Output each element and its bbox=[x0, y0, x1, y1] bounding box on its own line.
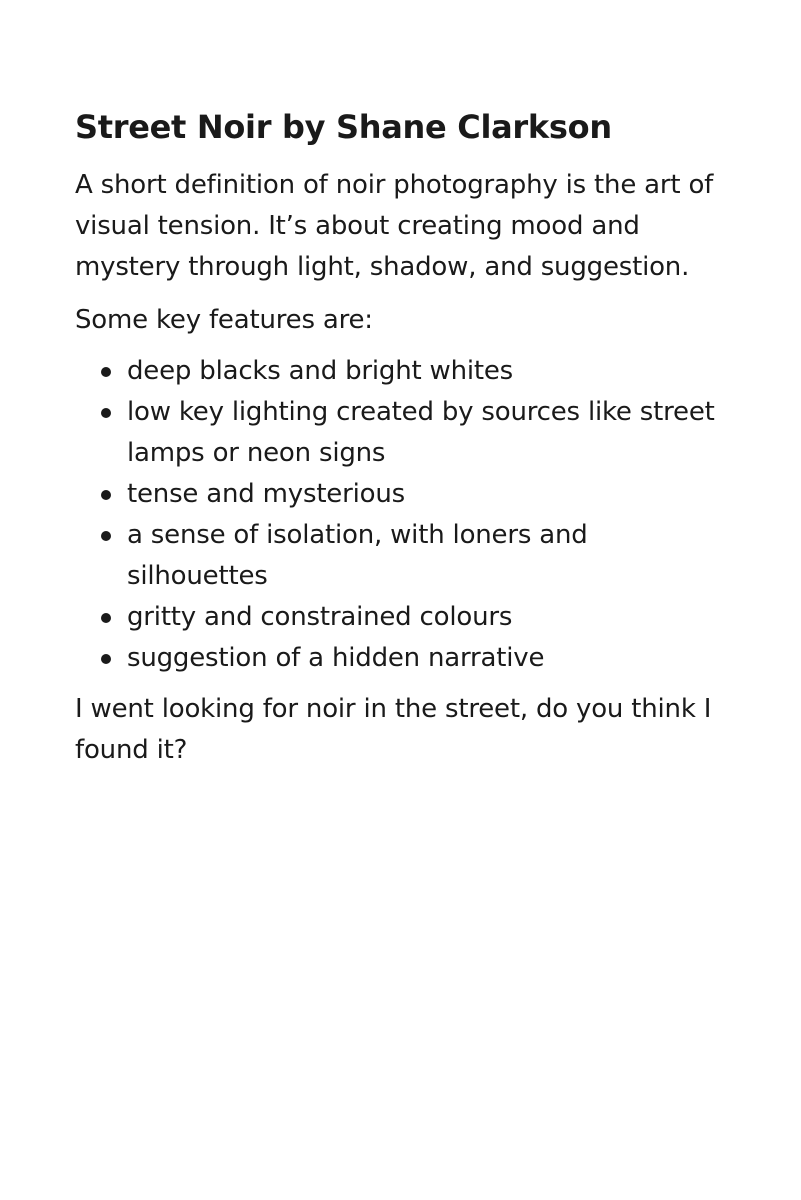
list-item-text: tense and mysterious bbox=[127, 479, 405, 509]
article-title: Street Noir by Shane Clarkson bbox=[75, 108, 612, 146]
list-item bbox=[127, 351, 725, 392]
article bbox=[75, 103, 725, 781]
list-item-text: a sense of isolation, with loners and silhouettes bbox=[127, 520, 588, 591]
list-item-text: suggestion of a hidden narrative bbox=[127, 643, 545, 673]
bullet-icon bbox=[101, 654, 111, 664]
list-item-text: gritty and constrained colours bbox=[127, 602, 513, 632]
list-item bbox=[127, 474, 725, 515]
list-item-text: low key lighting created by sources like street lamps or neon signs bbox=[127, 397, 715, 468]
list-item bbox=[127, 597, 725, 638]
intro-paragraph: A short definition of noir photography is the art of visual tension. It’s about creating mood and mystery through light, shadow, and suggestion. bbox=[75, 170, 714, 282]
bullet-icon bbox=[101, 531, 111, 541]
list-item-text: deep blacks and bright whites bbox=[127, 356, 514, 386]
bullet-icon bbox=[101, 408, 111, 418]
features-heading: Some key features are: bbox=[75, 305, 373, 335]
bullet-icon bbox=[101, 367, 111, 377]
bullet-icon bbox=[101, 490, 111, 500]
list-item bbox=[127, 515, 725, 597]
closing-paragraph: I went looking for noir in the street, do you think I found it? bbox=[75, 694, 712, 765]
features-list bbox=[75, 351, 725, 679]
list-item bbox=[127, 638, 725, 679]
bullet-icon bbox=[101, 613, 111, 623]
list-item bbox=[127, 392, 725, 474]
